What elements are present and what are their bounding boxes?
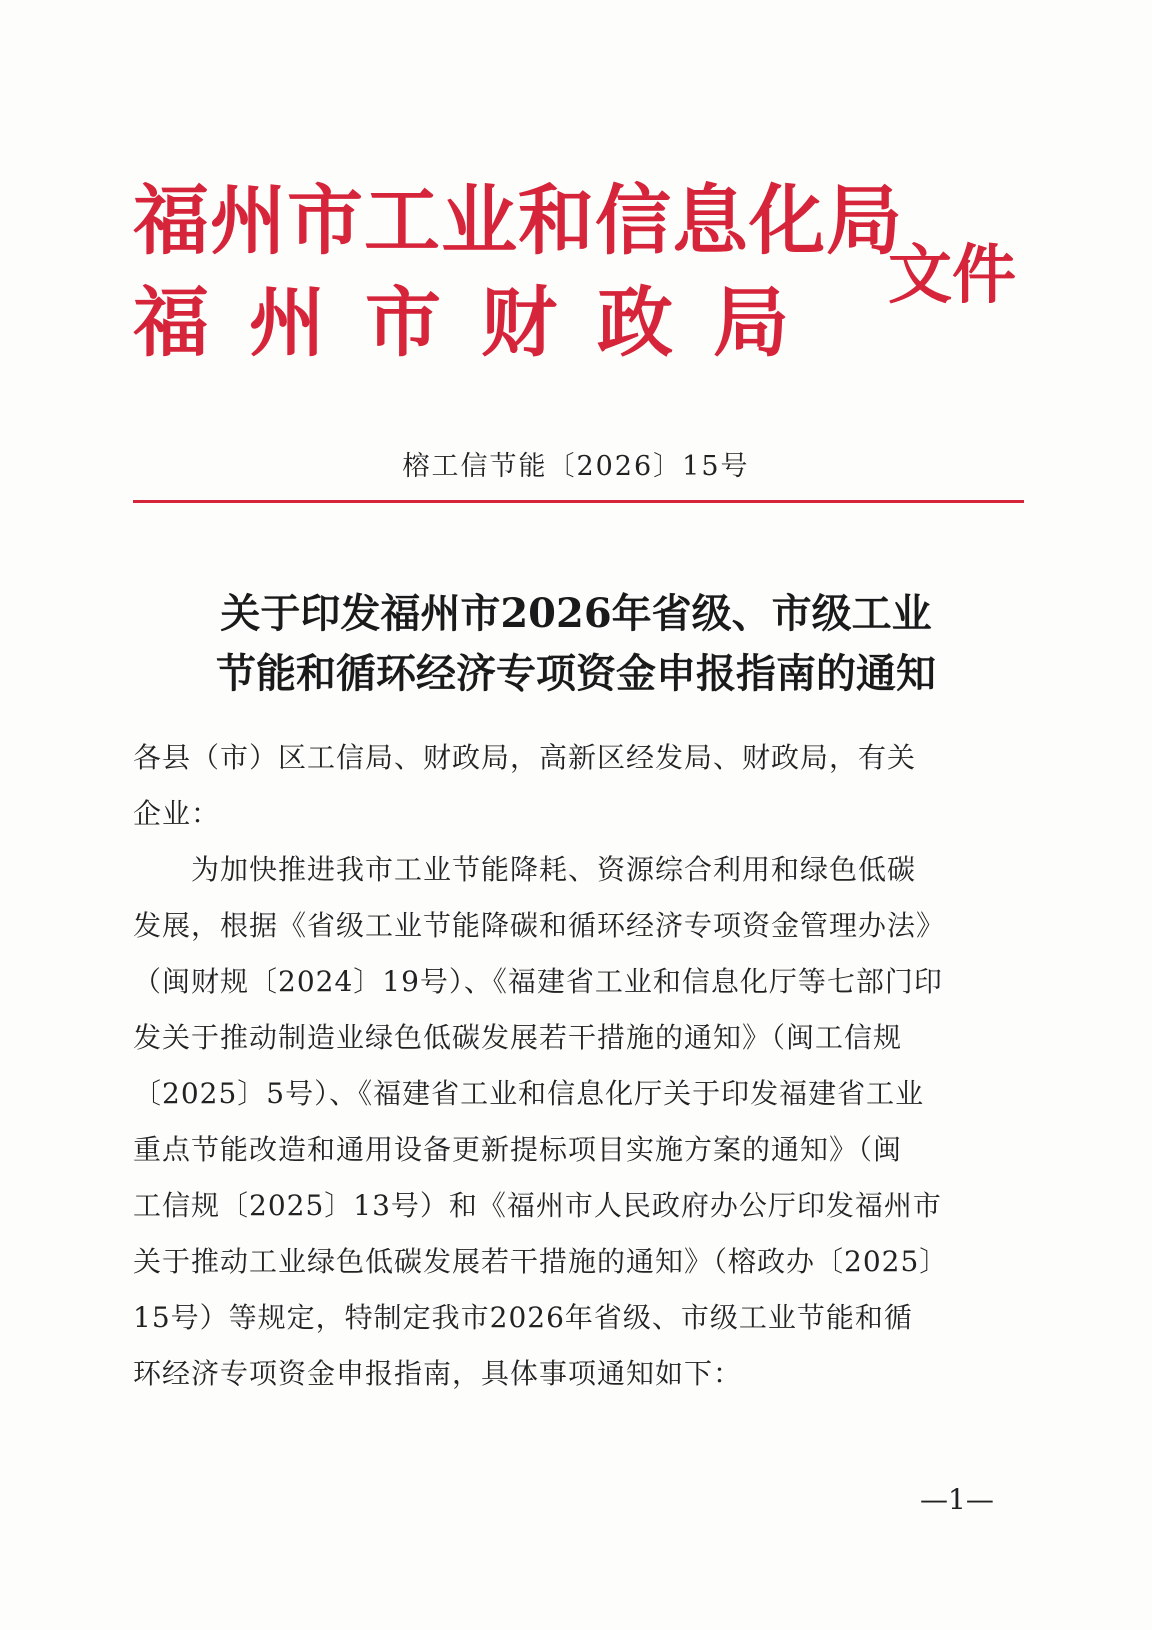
body-line: 企业：: [133, 797, 221, 830]
body-line: 发展，根据《省级工业节能降碳和循环经济专项资金管理办法》: [133, 909, 946, 942]
red-divider: [133, 500, 1024, 503]
document-type-label: 文件: [888, 239, 1016, 313]
body-line: 15号）等规定，特制定我市2026年省级、市级工业节能和循: [133, 1301, 913, 1334]
document-title-line-2: 节能和循环经济专项资金申报指南的通知: [216, 650, 936, 697]
page-number: —1—: [920, 1483, 994, 1516]
body-line: 工信规〔2025〕13号）和《福州市人民政府办公厅印发福州市: [133, 1189, 942, 1222]
document-number: 榕工信节能〔2026〕15号: [402, 451, 750, 482]
document-title-line-1: 关于印发福州市2026年省级、市级工业: [220, 590, 932, 637]
body-line: 重点节能改造和通用设备更新提标项目实施方案的通知》（闽: [133, 1133, 903, 1166]
body-line: 为加快推进我市工业节能降耗、资源综合利用和绿色低碳: [133, 853, 917, 886]
body-line: 关于推动工业绿色低碳发展若干措施的通知》（榕政办〔2025〕: [133, 1245, 949, 1278]
body-line: （闽财规〔2024〕19号）、《福建省工业和信息化厅等七部门印: [133, 965, 943, 998]
agency-name-line-2: 福州市财政局: [133, 278, 829, 367]
body-line: 环经济专项资金申报指南，具体事项通知如下：: [133, 1357, 743, 1390]
body-line: 〔2025〕5号）、《福建省工业和信息化厅关于印发福建省工业: [133, 1077, 925, 1110]
body-line: 发关于推动制造业绿色低碳发展若干措施的通知》（闽工信规: [133, 1021, 903, 1054]
agency-name-line-1: 福州市工业和信息化局: [133, 176, 903, 265]
body-line: 各县（市）区工信局、财政局，高新区经发局、财政局，有关: [133, 741, 917, 774]
